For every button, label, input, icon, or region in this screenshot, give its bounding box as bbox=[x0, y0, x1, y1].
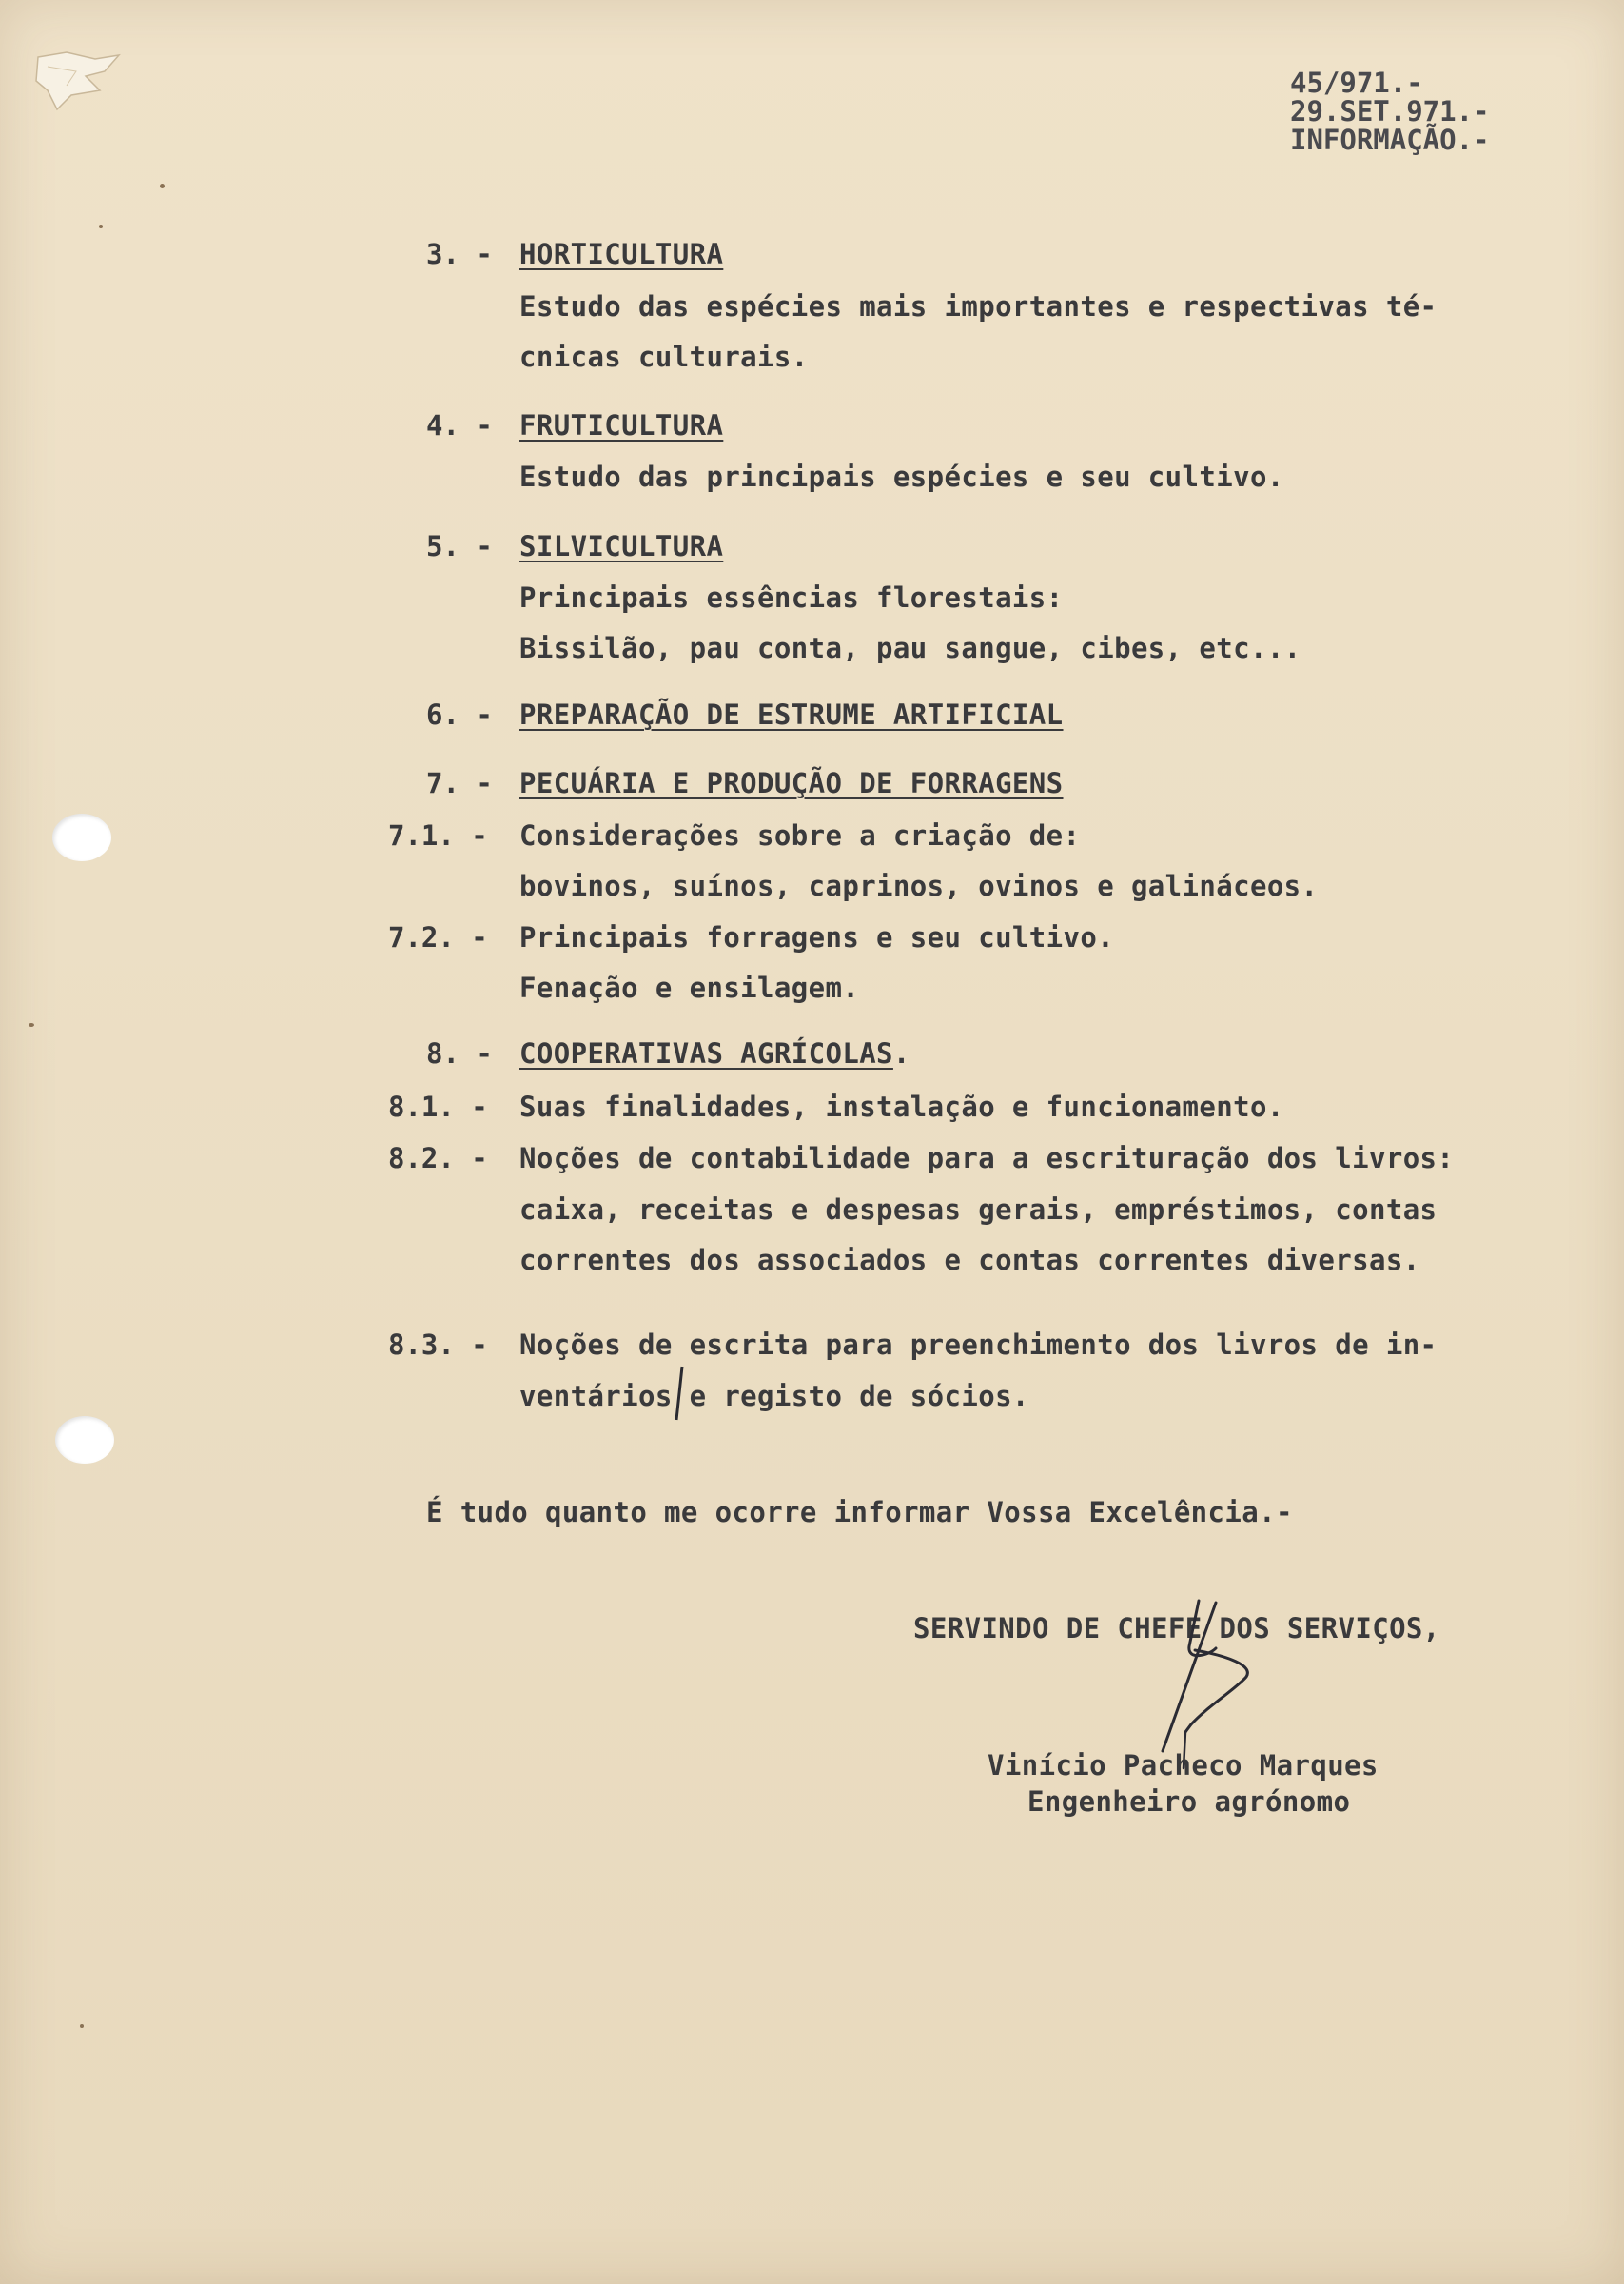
document-type: INFORMAÇÃO.- bbox=[1290, 124, 1490, 156]
signatory-title: Engenheiro agrónomo bbox=[1027, 1785, 1351, 1818]
punch-hole-upper bbox=[52, 814, 111, 861]
reference-number: 45/971.- bbox=[1290, 67, 1423, 99]
paper-speck bbox=[80, 2024, 84, 2028]
section-text: Considerações sobre a criação de: bbox=[519, 819, 1081, 852]
signatory-name: Vinício Pacheco Marques bbox=[988, 1749, 1379, 1782]
section-title-suffix: . bbox=[892, 1037, 910, 1070]
section-text: Noções de escrita para preenchimento dos livros de in- bbox=[519, 1329, 1438, 1361]
section-text: Estudo das espécies mais importantes e respectivas té- bbox=[519, 290, 1438, 323]
torn-corner-mark bbox=[29, 38, 133, 124]
section-text: correntes dos associados e contas correntes diversas. bbox=[519, 1244, 1420, 1276]
section-number: 6. - bbox=[426, 699, 493, 731]
section-title-estrume: PREPARAÇÃO DE ESTRUME ARTIFICIAL bbox=[519, 699, 1064, 731]
subsection-number: 8.3. - bbox=[388, 1329, 488, 1361]
signature-role: SERVINDO DE CHEFE DOS SERVIÇOS, bbox=[913, 1612, 1440, 1644]
section-text: Principais forragens e seu cultivo. bbox=[519, 921, 1115, 954]
section-text: Noções de contabilidade para a escrituração dos livros: bbox=[519, 1142, 1455, 1174]
reference-date: 29.SET.971.- bbox=[1290, 95, 1490, 128]
paper-speck bbox=[29, 1023, 34, 1027]
document-reference bbox=[1290, 69, 1490, 154]
section-number: 7. - bbox=[426, 767, 493, 799]
section-title-fruticultura: FRUTICULTURA bbox=[519, 409, 724, 442]
section-number: 8. - bbox=[426, 1037, 493, 1070]
handwritten-correction-mark bbox=[671, 1365, 690, 1422]
paper-speck bbox=[99, 225, 103, 228]
section-title-horticultura: HORTICULTURA bbox=[519, 238, 724, 270]
section-number: 3. - bbox=[426, 238, 493, 270]
section-text: Suas finalidades, instalação e funcionamento. bbox=[519, 1091, 1284, 1123]
subsection-number: 7.1. - bbox=[388, 819, 488, 852]
subsection-number: 8.2. - bbox=[388, 1142, 488, 1174]
section-text: Principais essências florestais: bbox=[519, 581, 1064, 614]
section-number: 5. - bbox=[426, 530, 493, 562]
paper-speck bbox=[160, 184, 165, 188]
section-text: Bissilão, pau conta, pau sangue, cibes, etc... bbox=[519, 632, 1301, 664]
section-title-silvicultura: SILVICULTURA bbox=[519, 530, 724, 562]
subsection-number: 7.2. - bbox=[388, 921, 488, 954]
section-text: caixa, receitas e despesas gerais, empréstimos, contas bbox=[519, 1193, 1438, 1226]
closing-statement: É tudo quanto me ocorre informar Vossa Excelência.- bbox=[426, 1496, 1293, 1528]
section-text: cnicas culturais. bbox=[519, 341, 809, 373]
section-number: 4. - bbox=[426, 409, 493, 442]
section-title-cooperativas-row bbox=[519, 1037, 910, 1070]
section-title-pecuaria: PECUÁRIA E PRODUÇÃO DE FORRAGENS bbox=[519, 767, 1064, 799]
section-text: bovinos, suínos, caprinos, ovinos e galináceos. bbox=[519, 870, 1319, 902]
punch-hole-lower bbox=[55, 1416, 114, 1464]
section-title-cooperativas: COOPERATIVAS AGRÍCOLAS bbox=[519, 1037, 893, 1070]
section-text: ventários e registo de sócios. bbox=[519, 1380, 1029, 1412]
section-text: Fenação e ensilagem. bbox=[519, 972, 860, 1004]
section-text: Estudo das principais espécies e seu cultivo. bbox=[519, 461, 1284, 493]
subsection-number: 8.1. - bbox=[388, 1091, 488, 1123]
